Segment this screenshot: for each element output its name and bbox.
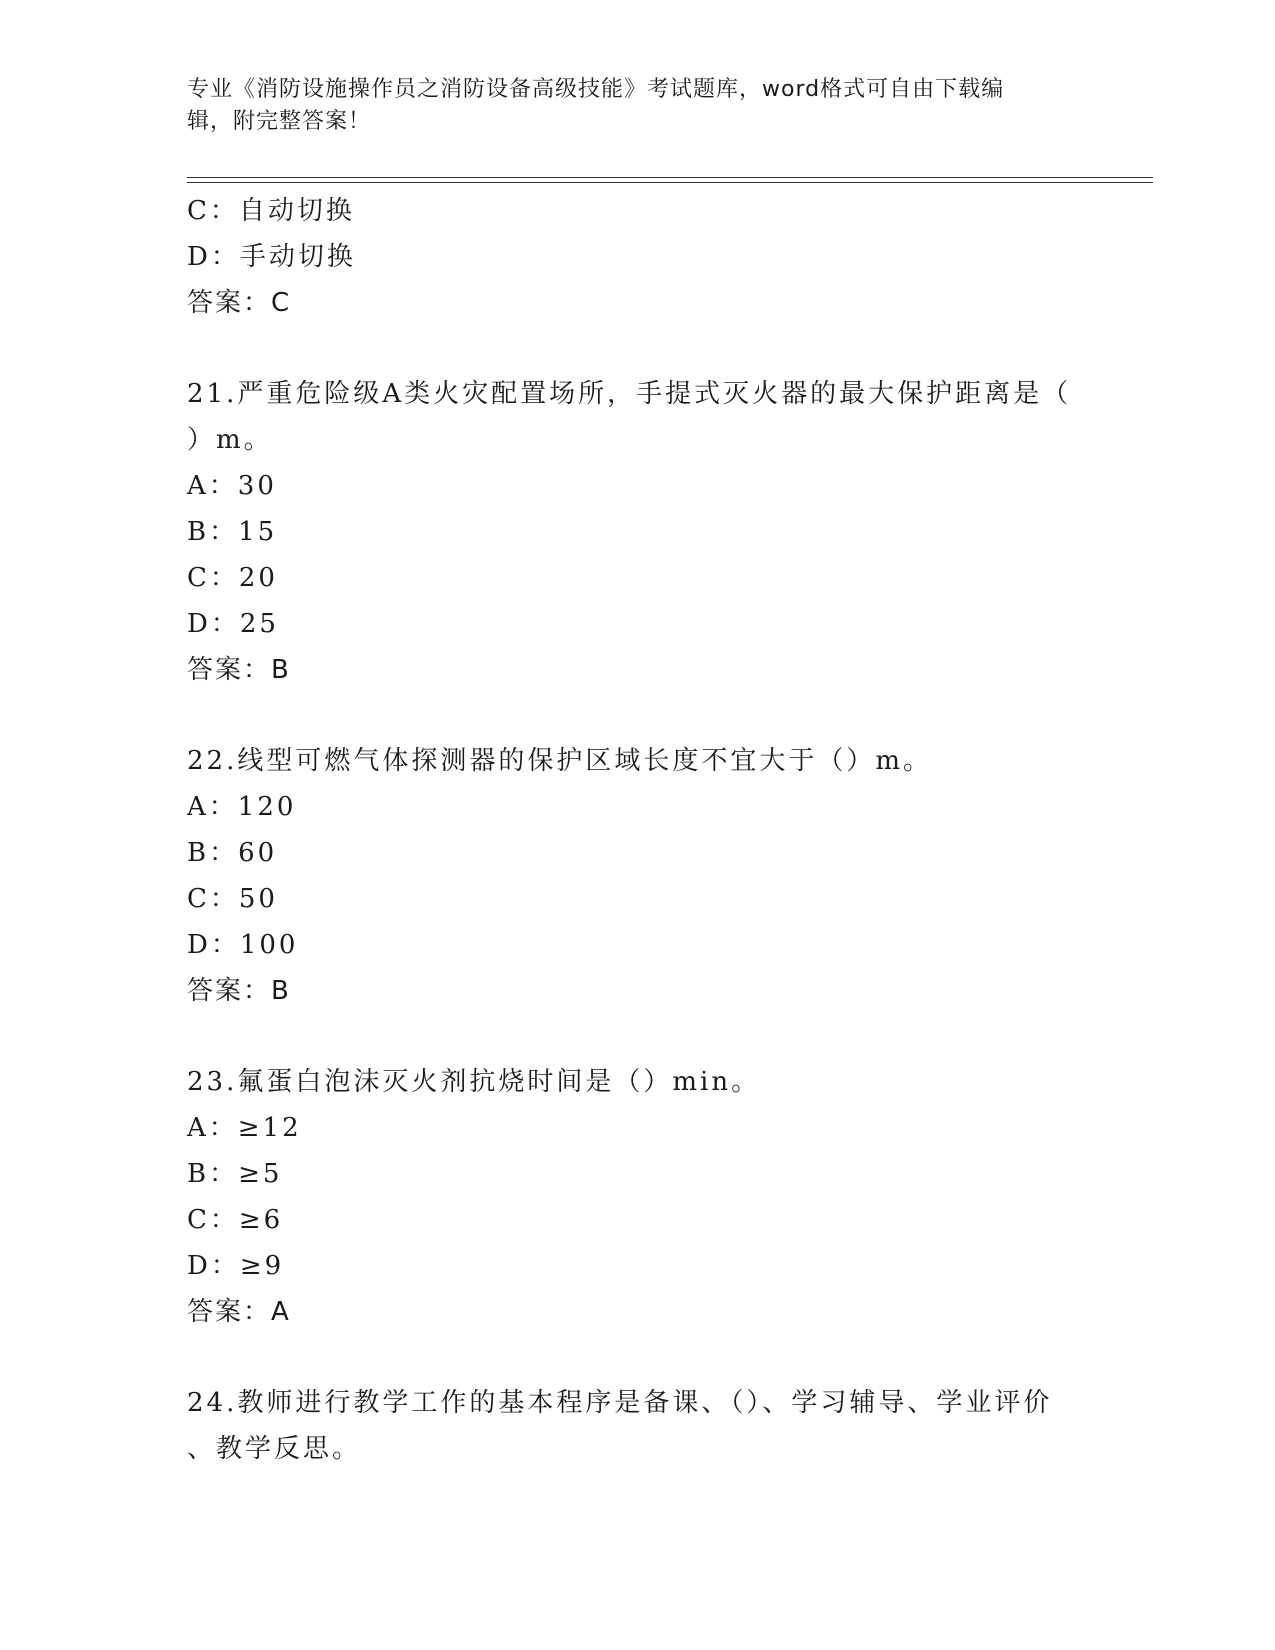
spacer xyxy=(187,1335,1087,1380)
question-list xyxy=(187,188,1087,1472)
answer-line: 答案：A xyxy=(187,1297,291,1327)
option-a: A：≥12 xyxy=(187,1113,302,1143)
option-b: B：15 xyxy=(187,517,278,547)
question-text: 21.严重危险级A类火灾配置场所，手提式灭火器的最大保护距离是（ xyxy=(187,379,1072,409)
option-d: D：手动切换 xyxy=(187,242,356,272)
question-block-22 xyxy=(187,738,1087,1014)
option-c: C：50 xyxy=(187,884,278,914)
document-header xyxy=(187,74,1067,138)
question-text: 22.线型可燃气体探测器的保护区域长度不宜大于（）m。 xyxy=(187,746,933,776)
header-line-2: 辑，附完整答案！ xyxy=(187,109,372,134)
question-block-24 xyxy=(187,1380,1087,1472)
answer-line: 答案：C xyxy=(187,288,292,318)
option-a: A：30 xyxy=(187,471,277,501)
answer-line: 答案：B xyxy=(187,976,291,1006)
option-b: B：≥5 xyxy=(187,1159,283,1189)
option-a: A：120 xyxy=(187,792,297,822)
header-divider-bottom xyxy=(187,182,1153,183)
question-text: 24.教师进行教学工作的基本程序是备课、（）、学习辅导、学业评价 xyxy=(187,1388,1053,1418)
question-text-continued: ）m。 xyxy=(187,425,273,455)
spacer xyxy=(187,326,1087,371)
spacer xyxy=(187,1014,1087,1059)
header-line-1: 专业《消防设施操作员之消防设备高级技能》考试题库，word格式可自由下载编 xyxy=(187,77,1005,102)
option-d: D：≥9 xyxy=(187,1251,285,1281)
answer-line: 答案：B xyxy=(187,655,291,685)
option-d: D：25 xyxy=(187,609,279,639)
option-b: B：60 xyxy=(187,838,278,868)
question-block-20 xyxy=(187,188,1087,326)
option-c: C：自动切换 xyxy=(187,196,355,226)
question-block-21 xyxy=(187,371,1087,693)
option-c: C：20 xyxy=(187,563,278,593)
question-text: 23.氟蛋白泡沫灭火剂抗烧时间是（）min。 xyxy=(187,1067,761,1097)
header-divider-top xyxy=(187,177,1153,178)
spacer xyxy=(187,693,1087,738)
question-block-23 xyxy=(187,1059,1087,1335)
option-c: C：≥6 xyxy=(187,1205,284,1235)
option-d: D：100 xyxy=(187,930,299,960)
question-text-continued: 、教学反思。 xyxy=(187,1434,362,1464)
